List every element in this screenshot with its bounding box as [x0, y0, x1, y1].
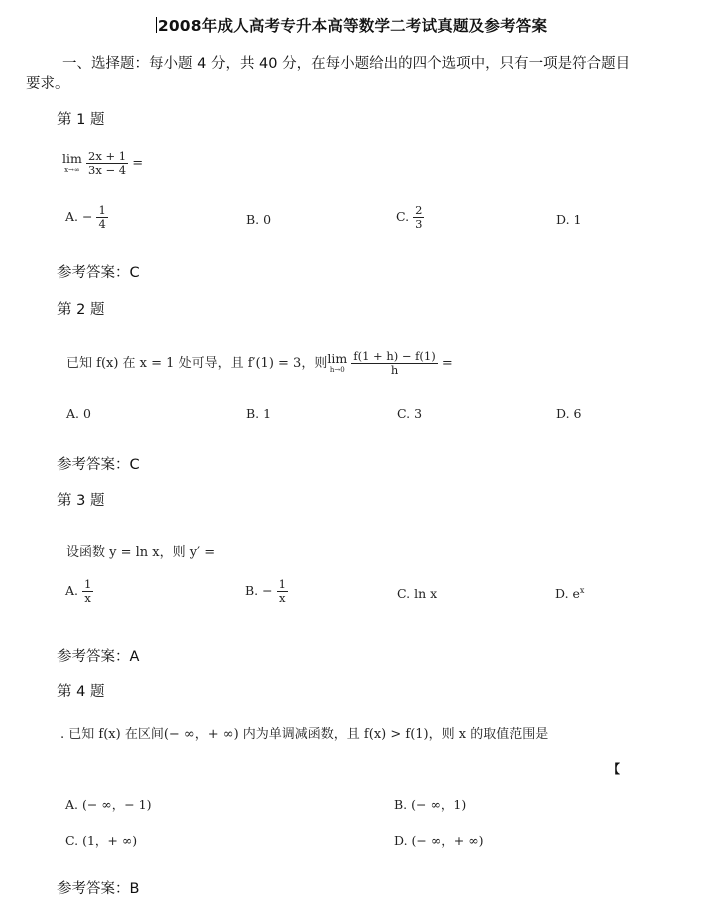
question-1-option-c [396, 204, 424, 231]
question-2-title: 第 2 题 [57, 302, 105, 318]
option-fraction [96, 204, 107, 231]
question-1-title: 第 1 题 [57, 112, 105, 128]
question-1-answer: 参考答案：C [57, 265, 140, 281]
question-3-stem: 设函数 y = ln x，则 y′ = [66, 545, 216, 560]
question-3-answer: 参考答案：A [57, 649, 140, 665]
question-4-option-b: B. (− ∞，1) [394, 797, 467, 812]
option-fraction [413, 204, 424, 231]
text-cursor [156, 17, 157, 33]
question-2-option-b: B. 1 [246, 406, 272, 421]
question-4-option-c: C. (1，+ ∞) [65, 833, 138, 848]
option-label: B. [245, 583, 259, 599]
question-1-option-d: D. 1 [556, 212, 582, 227]
fraction-numerator: 2x + 1 [88, 149, 127, 163]
fraction-numerator: 1 [84, 577, 92, 591]
question-2-option-c: C. 3 [397, 406, 423, 421]
fraction-numerator: f(1 + h) − f(1) [353, 349, 436, 363]
minus-sign: − [262, 583, 273, 599]
document-title-text: 2008年成人高考专升本高等数学二考试真题及参考答案 [157, 17, 548, 35]
option-label: D. e [555, 586, 580, 602]
question-2-option-d: D. 6 [556, 406, 582, 421]
equals-sign: = [132, 156, 144, 172]
lim-word: lim [62, 151, 82, 167]
limit-fraction [86, 150, 128, 177]
lim-subscript: h→0 [329, 365, 345, 374]
document-title [0, 14, 703, 36]
section-intro-line1: 一、选择题：每小题 4 分，共 40 分，在每小题给出的四个选项中，只有一项是符合题目 [62, 56, 631, 72]
option-label: C. [396, 209, 410, 225]
question-3-title: 第 3 题 [57, 493, 105, 509]
question-2-stem [66, 350, 453, 377]
question-4-option-d: D. (− ∞，+ ∞) [394, 833, 484, 848]
question-2-answer: 参考答案：C [57, 457, 140, 473]
question-4-answer: 参考答案：B [57, 881, 140, 897]
option-label: A. [65, 583, 79, 599]
fraction-numerator: 1 [278, 577, 286, 591]
limit-operator [62, 153, 82, 174]
fraction-denominator: x [279, 591, 286, 606]
question-1-stem [62, 150, 143, 177]
limit-operator [327, 353, 347, 374]
question-3-option-b [245, 578, 288, 605]
option-label: A. [65, 209, 79, 225]
question-2-option-a: A. 0 [66, 406, 91, 421]
question-3-option-d [555, 586, 584, 601]
answer-bracket: 【 [608, 762, 621, 776]
equals-sign: = [441, 356, 453, 372]
fraction-denominator: 4 [98, 217, 106, 232]
exponent: x [579, 586, 585, 595]
fraction-numerator: 1 [98, 203, 106, 217]
fraction-numerator: 2 [415, 203, 423, 217]
question-1-option-a [65, 204, 108, 231]
option-fraction [82, 578, 93, 605]
option-fraction [277, 578, 288, 605]
fraction-denominator: 3 [415, 217, 423, 232]
fraction-denominator: h [390, 363, 399, 378]
limit-fraction [351, 350, 437, 377]
question-4-stem: . 已知 f(x) 在区间(− ∞，+ ∞) 内为单调减函数，且 f(x) > f(1)，则 x 的取值范围是 [60, 727, 549, 742]
lim-word: lim [327, 351, 348, 367]
stem-text: 已知 f(x) 在 x = 1 处可导，且 f′(1) = 3，则 [66, 356, 328, 372]
fraction-denominator: x [84, 591, 91, 606]
fraction-denominator: 3x − 4 [88, 163, 127, 178]
question-1-option-b: B. 0 [246, 212, 272, 227]
lim-subscript: x→∞ [64, 165, 80, 174]
minus-sign: − [82, 209, 93, 225]
question-4-title: 第 4 题 [57, 684, 105, 700]
question-4-option-a: A. (− ∞，− 1) [65, 797, 152, 812]
question-3-option-c: C. ln x [397, 586, 438, 601]
section-intro-line2: 要求。 [26, 76, 70, 92]
question-3-option-a [65, 578, 93, 605]
